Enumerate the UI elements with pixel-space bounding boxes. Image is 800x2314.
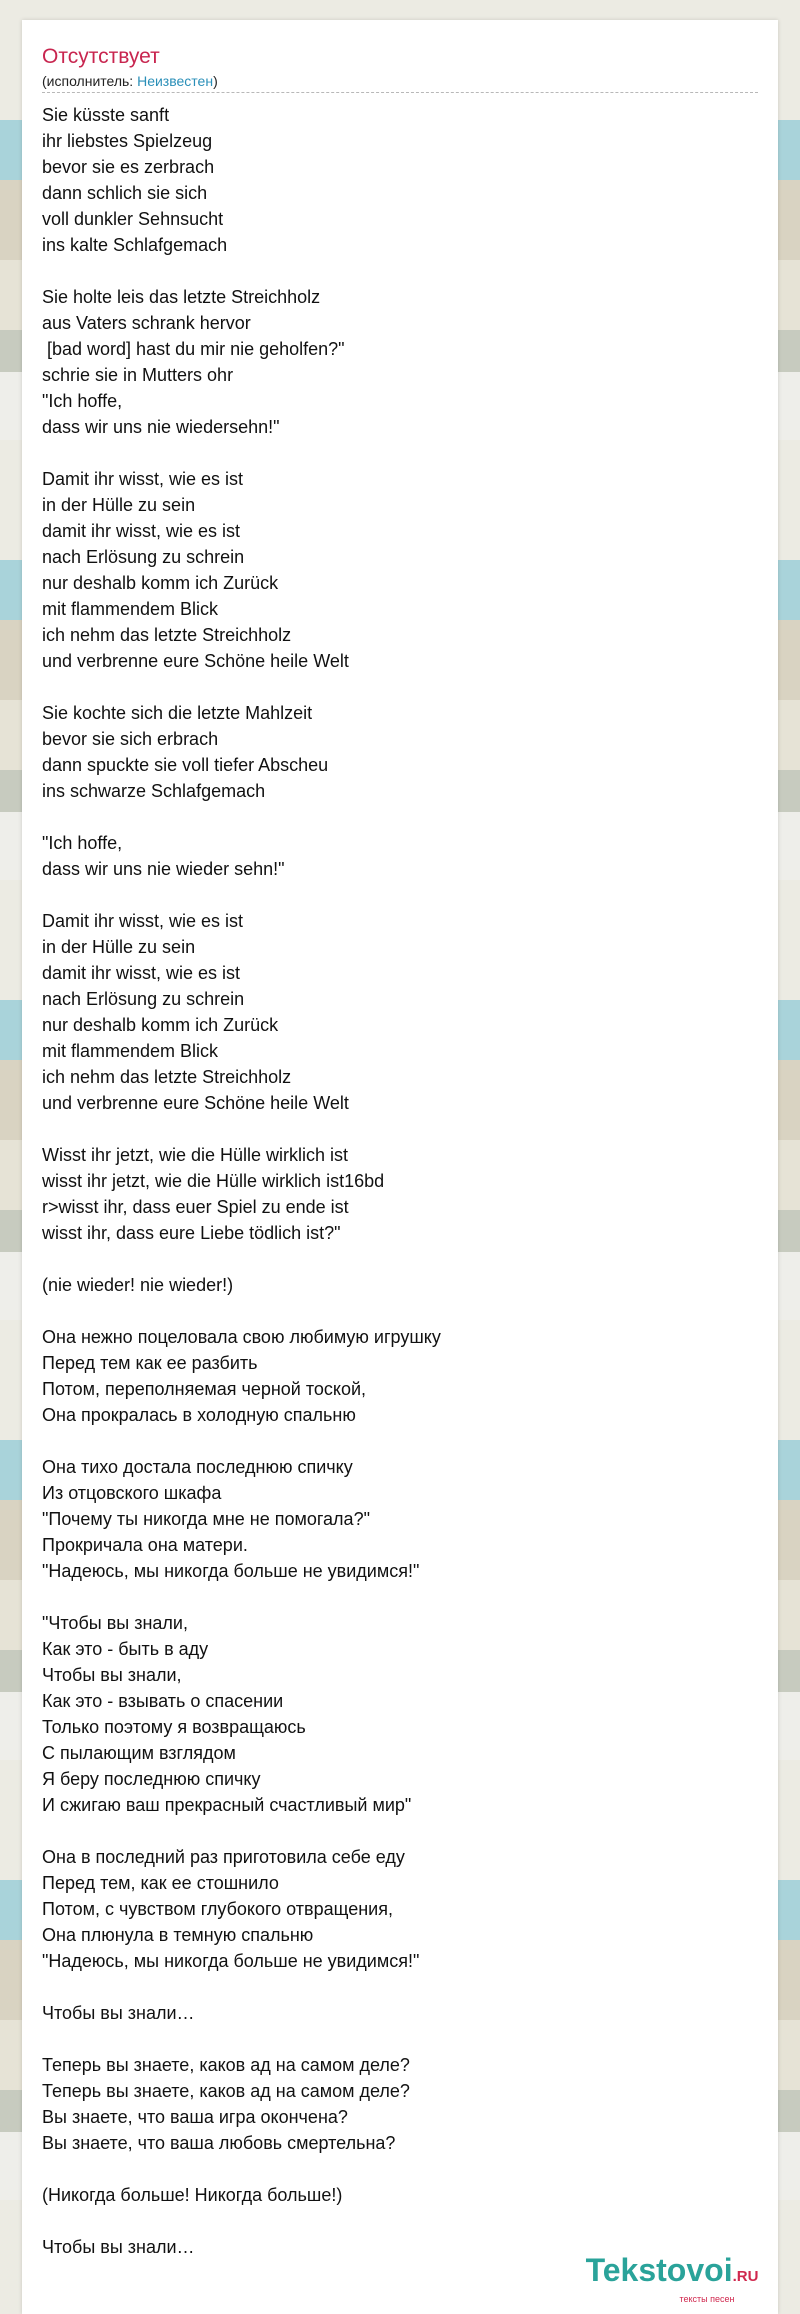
performer-line bbox=[42, 72, 758, 93]
song-header bbox=[42, 44, 758, 93]
lyrics-card bbox=[22, 20, 778, 2314]
performer-prefix: (исполнитель: bbox=[42, 73, 138, 89]
site-logo[interactable] bbox=[572, 2253, 772, 2304]
song-title: Отсутствует bbox=[42, 45, 160, 68]
logo-suffix: .RU bbox=[732, 2268, 759, 2285]
performer-suffix: ) bbox=[213, 73, 218, 89]
logo-tagline: тексты песен bbox=[679, 2294, 735, 2304]
performer-link[interactable]: Неизвестен bbox=[137, 73, 214, 89]
lyrics-text: Sie küsste sanft ihr liebstes Spielzeug bevor sie es zerbrach dann schlich sie sich voll dunkler Sehnsucht ins kalte Schlafgemach Sie holte leis das letzte Streichholz aus Vaters schrank hervor [bad word] hast du mir nie geholfen?" schrie sie in Mutters ohr "Ich hoffe, dass wir uns nie wiedersehn!" Damit ihr wisst, wie es ist in der Hülle zu sein damit ihr wisst, wie es ist nach Erlösung zu schrein nur deshalb komm ich Zurück mit flammendem Blick ich nehm das letzte Streichholz und verbrenne eure Schöne heile Welt Sie kochte sich die letzte Mahlzeit bevor sie sich erbrach dann spuckte sie voll tiefer Abscheu ins schwarze Schlafgemach "Ich hoffe, dass wir uns nie wieder sehn!" Damit ihr wisst, wie es ist in der Hülle zu sein damit ihr wisst, wie es ist nach Erlösung zu schrein nur deshalb komm ich Zurück mit flammendem Blick ich nehm das letzte Streichholz und verbrenne eure Schöne heile Welt Wisst ihr jetzt, wie die Hülle wirklich ist wisst ihr jetzt, wie die Hülle wirklich ist16bd r>wisst ihr, dass euer Spiel zu ende ist wisst ihr, dass eure Liebe tödlich ist?" (nie wieder! nie wieder!) Она нежно поцеловала свою любимую игрушку Перед тем как ее разбить Потом, переполняемая черной тоской, Она прокралась в холодную спальню Она тихо достала последнюю спичку Из отцовского шкафа "Почему ты никогда мне не помогала?" Прокричала она матери. "Надеюсь, мы никогда больше не увидимся!" "Чтобы вы знали, Как это - быть в аду Чтобы вы знали, Как это - взывать о спасении Только поэтому я возвращаюсь С пылающим взглядом Я беру последнюю спичку И сжигаю ваш прекрасный счастливый мир" Она в последний раз приготовила себе еду Перед тем, как ее стошнило Потом, с чувством глубокого отвращения, Она плюнула в темную спальню "Надеюсь, мы никогда больше не увидимся!" Чтобы вы знали… Теперь вы знаете, каков ад на самом деле? Теперь вы знаете, каков ад на самом деле? Вы знаете, что ваша игра окончена? Вы знаете, что ваша любовь смертельна? (Никогда больше! Никогда больше!) Чтобы вы знали… bbox=[42, 105, 441, 2257]
logo-wordmark bbox=[572, 2253, 772, 2294]
logo-name: Tekstovoi bbox=[585, 2252, 733, 2288]
